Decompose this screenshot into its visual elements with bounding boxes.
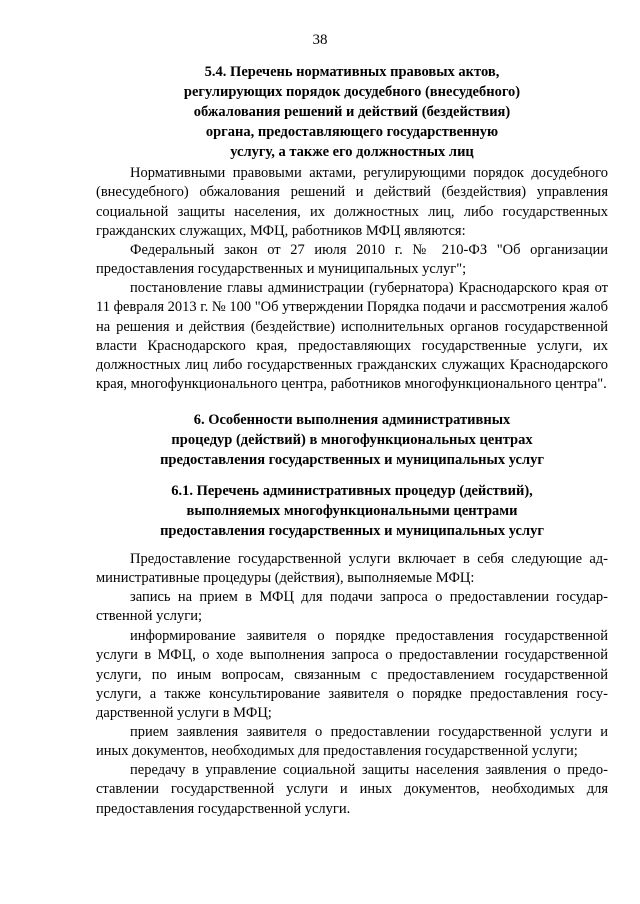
page-number: 38 xyxy=(312,32,328,48)
heading-line: 5.4. Перечень нормативных правовых актов, xyxy=(204,64,500,80)
paragraph: информирование заявителя о порядке предоставления государственной услуги в МФЦ, о ходе выполнения запроса о предоставлении государственной услуги, по иным вопросам, связанным с предоставлением государственной услуги, а также консультирование заявителя о порядке предоставления государственной услуги в МФЦ; xyxy=(96,628,608,722)
heading-line: органа, предоставляющего государственную xyxy=(205,124,499,140)
paragraph: передачу в управление социальной защиты населения заявления о предоставлении государственной услуги и иных документов, необходимых для предоставления государственной услуги. xyxy=(96,762,608,817)
paragraph: Предоставление государственной услуги включает в себя следующие административные процедуры (действия), выполняемые МФЦ: xyxy=(96,551,608,587)
heading-line: услугу, а также его должностных лиц xyxy=(230,144,474,160)
heading-line: регулирующих порядок досудебного (внесудебного) xyxy=(183,84,521,100)
paragraph: Нормативными правовыми актами, регулирующими порядок досудебного (внесудебного) обжалования решений и действий (бездействия) управления социальной защиты населения, их должностных лиц, либо государственных гражданских служащих, МФЦ, работников МФЦ являются: xyxy=(96,165,608,239)
paragraph: постановление главы администрации (губернатора) Краснодарского края от 11 февраля 2013 г. № 100 "Об утверждении Порядка подачи и рассмотрения жалоб на решения и действия (бездействие) исполнительных органов государственной власти Краснодарского края, предоставляющих государственные услуги, их должностных лиц либо государственных гражданских служащих Краснодарского края, многофункционального центра, работников многофункционального центра". xyxy=(96,280,608,393)
section-5-4-heading xyxy=(96,62,608,162)
paragraph: запись на прием в МФЦ для подачи запроса о предоставлении государственной услуги; xyxy=(96,589,608,625)
section-6-heading xyxy=(96,410,608,470)
heading-line: 6.1. Перечень административных процедур (действий), xyxy=(171,483,533,499)
heading-line: предоставления государственных и муниципальных услуг xyxy=(160,523,544,539)
heading-line: 6. Особенности выполнения административных xyxy=(193,412,511,428)
heading-line: обжалования решений и действий (бездействия) xyxy=(193,104,511,120)
heading-line: предоставления государственных и муниципальных услуг xyxy=(160,452,544,468)
heading-line: выполняемых многофункциональными центрами xyxy=(186,503,518,519)
heading-line: процедур (действий) в многофункциональных центрах xyxy=(171,432,533,448)
paragraph: прием заявления заявителя о предоставлении государственной услуги и иных документов, необходимых для предоставления государственной услуги; xyxy=(96,724,608,760)
paragraph: Федеральный закон от 27 июля 2010 г. № 210-ФЗ "Об организации предоставления государственных и муниципальных услуг"; xyxy=(96,242,608,278)
section-6-1-heading xyxy=(96,481,608,541)
